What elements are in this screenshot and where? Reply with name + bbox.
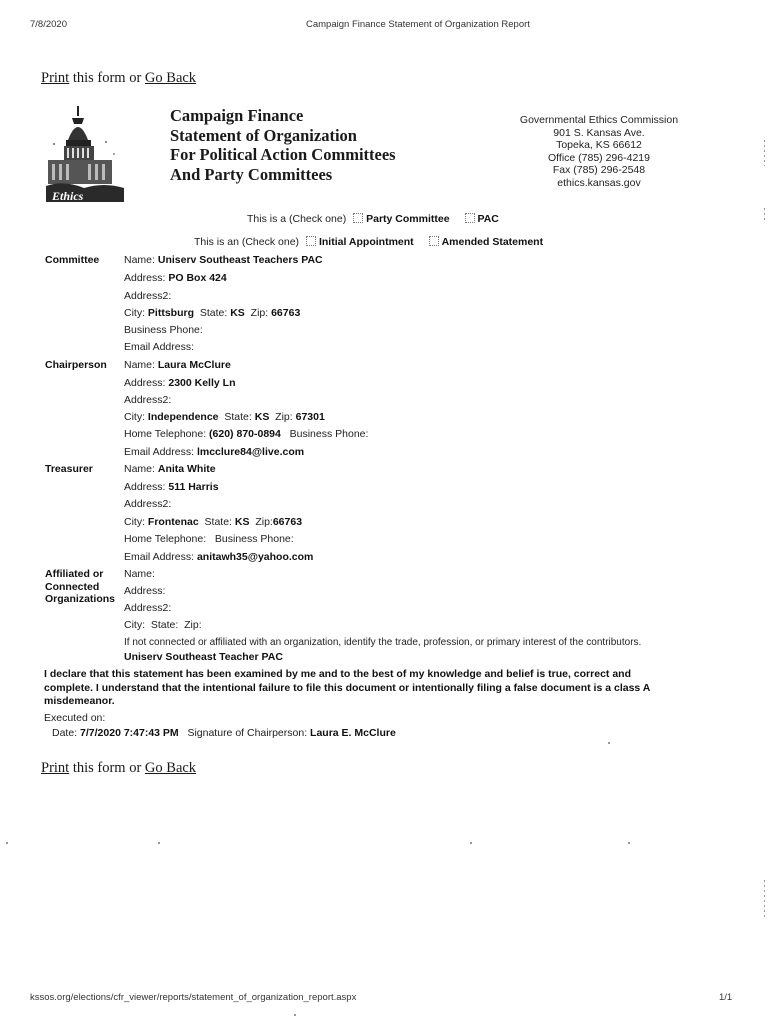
committee-section-label: Committee	[45, 254, 100, 266]
statement-prompt: This is an (Check one)	[194, 236, 300, 248]
affiliated-name-row: Name:	[124, 568, 155, 580]
treasurer-address: 511 Harris	[168, 481, 219, 493]
committee-type-select	[247, 213, 499, 225]
treasurer-name: Anita White	[157, 463, 216, 475]
footer-url: kssos.org/elections/cfr_viewer/reports/statement_of_organization_report.aspx	[30, 992, 357, 1003]
chair-city: Independence	[147, 411, 219, 423]
amended-statement-label: Amended Statement	[441, 236, 544, 248]
treasurer-section-label: Treasurer	[45, 463, 93, 475]
print-date: 7/8/2020	[30, 19, 67, 30]
chair-name-row: Name: Laura McClure	[124, 359, 231, 371]
affiliated-address2-row: Address2:	[124, 602, 172, 614]
affiliated-note: If not connected or affiliated with an organization, identify the trade, profession, or primary interest of the contributors.	[124, 637, 642, 648]
form-title	[170, 106, 396, 184]
scan-speck	[608, 742, 610, 744]
party-committee-label: Party Committee	[366, 213, 450, 225]
treasurer-zip: 66763	[272, 516, 303, 528]
pac-label: PAC	[477, 213, 499, 225]
type-prompt: This is a (Check one)	[247, 213, 347, 225]
treasurer-city-row: City: Frontenac State: KS Zip:66763	[124, 516, 303, 528]
chair-address: 2300 Kelly Ln	[168, 377, 236, 389]
chair-signature: Laura E. McClure	[310, 727, 396, 739]
initial-appointment-checkbox[interactable]	[306, 236, 316, 246]
office-address	[496, 114, 702, 189]
affiliated-address-row: Address:	[124, 585, 166, 597]
committee-city-row: City: Pittsburg State: KS Zip: 66763	[124, 307, 301, 319]
go-back-link-bottom[interactable]: Go Back	[144, 760, 197, 776]
chair-phone-row: Home Telephone: (620) 870-0894 Business Phone:	[124, 428, 369, 440]
scan-speck	[628, 842, 630, 844]
treasurer-address-row: Address: 511 Harris	[124, 481, 219, 493]
nav-middle-text-bottom: this form or	[72, 760, 142, 776]
treasurer-name-row: Name: Anita White	[124, 463, 216, 475]
party-committee-checkbox[interactable]	[353, 213, 363, 223]
scan-speck	[294, 1014, 296, 1016]
treasurer-phone-row: Home Telephone: Business Phone:	[124, 533, 294, 545]
top-nav	[41, 70, 196, 87]
office-street: 901 S. Kansas Ave.	[553, 126, 645, 139]
committee-address2-row: Address2:	[124, 290, 172, 302]
executed-row: Date: 7/7/2020 7:47:43 PM Signature of Chairperson: Laura E. McClure	[52, 727, 396, 739]
go-back-link[interactable]: Go Back	[144, 70, 197, 86]
committee-name-row: Name: Uniserv Southeast Teachers PAC	[124, 254, 323, 266]
affiliated-city-row: City: State: Zip:	[124, 619, 202, 631]
chair-home-phone: (620) 870-0894	[209, 428, 281, 440]
chair-name: Laura McClure	[157, 359, 231, 371]
chair-email: lmcclure84@live.com	[196, 446, 305, 458]
treasurer-city: Frontenac	[147, 516, 199, 528]
affiliated-section-label: Affiliated or Connected Organizations	[45, 568, 116, 605]
declaration	[44, 668, 650, 709]
declaration-line-1: I declare that this statement has been examined by me and to the best of my knowledge and belief is true, correct and	[44, 668, 631, 680]
committee-city: Pittsburg	[147, 307, 195, 319]
title-line-2: Statement of Organization	[170, 125, 357, 145]
scan-speck	[470, 842, 472, 844]
committee-email-row: Email Address:	[124, 341, 195, 353]
bottom-nav	[41, 760, 196, 777]
declaration-line-2: complete. I understand that the intentional failure to file this document or intentionally filing a false document is a class A	[44, 681, 651, 694]
nav-middle-text: this form or	[72, 70, 142, 86]
executed-date: 7/7/2020 7:47:43 PM	[80, 727, 179, 739]
capitol-logo	[44, 104, 130, 204]
title-line-1: Campaign Finance	[170, 106, 304, 125]
scan-speck	[158, 842, 160, 844]
committee-zip: 66763	[271, 307, 301, 319]
treasurer-state: KS	[234, 516, 250, 528]
office-name: Governmental Ethics Commission	[519, 114, 679, 126]
scan-speck	[6, 842, 8, 844]
office-phone: Office (785) 296-4219	[548, 151, 650, 164]
treasurer-address2-row: Address2:	[124, 498, 172, 510]
pac-checkbox[interactable]	[465, 213, 475, 223]
committee-address-row: Address: PO Box 424	[124, 272, 227, 284]
chair-email-row: Email Address: lmcclure84@live.com	[124, 446, 305, 458]
chairperson-section-label: Chairperson	[45, 359, 107, 371]
committee-phone-row: Business Phone:	[124, 324, 203, 336]
amended-statement-checkbox[interactable]	[429, 236, 439, 246]
scan-mark	[764, 140, 765, 166]
treasurer-email: anitawh35@yahoo.com	[196, 551, 314, 563]
print-link[interactable]: Print	[41, 70, 70, 86]
chair-address-row: Address: 2300 Kelly Ln	[124, 377, 236, 389]
office-fax: Fax (785) 296-2548	[552, 164, 646, 176]
title-line-4: And Party Committees	[170, 164, 333, 184]
scan-mark	[764, 208, 765, 222]
office-city: Topeka, KS 66612	[556, 139, 642, 151]
treasurer-email-row: Email Address: anitawh35@yahoo.com	[124, 551, 314, 563]
declaration-line-3: misdemeanor.	[44, 695, 115, 707]
committee-state: KS	[230, 307, 245, 319]
svg-text:Ethics: Ethics	[52, 189, 84, 203]
footer-page-number: 1/1	[719, 992, 733, 1003]
initial-appointment-label: Initial Appointment	[318, 236, 414, 248]
committee-name: Uniserv Southeast Teachers PAC	[157, 254, 323, 266]
chair-state: KS	[254, 411, 270, 423]
scan-mark	[764, 880, 765, 920]
office-website: ethics.kansas.gov	[557, 176, 641, 189]
executed-label: Executed on:	[44, 712, 106, 724]
print-page-title: Campaign Finance Statement of Organization Report	[306, 19, 530, 30]
print-link-bottom[interactable]: Print	[41, 760, 70, 776]
chair-address2-row: Address2:	[124, 394, 172, 406]
committee-address: PO Box 424	[168, 272, 227, 284]
chair-zip: 67301	[295, 411, 325, 423]
chair-city-row: City: Independence State: KS Zip: 67301	[124, 411, 325, 423]
title-line-3: For Political Action Committees	[170, 145, 396, 164]
affiliated-interest: Uniserv Southeast Teacher PAC	[124, 651, 283, 663]
statement-type-select	[194, 236, 543, 248]
